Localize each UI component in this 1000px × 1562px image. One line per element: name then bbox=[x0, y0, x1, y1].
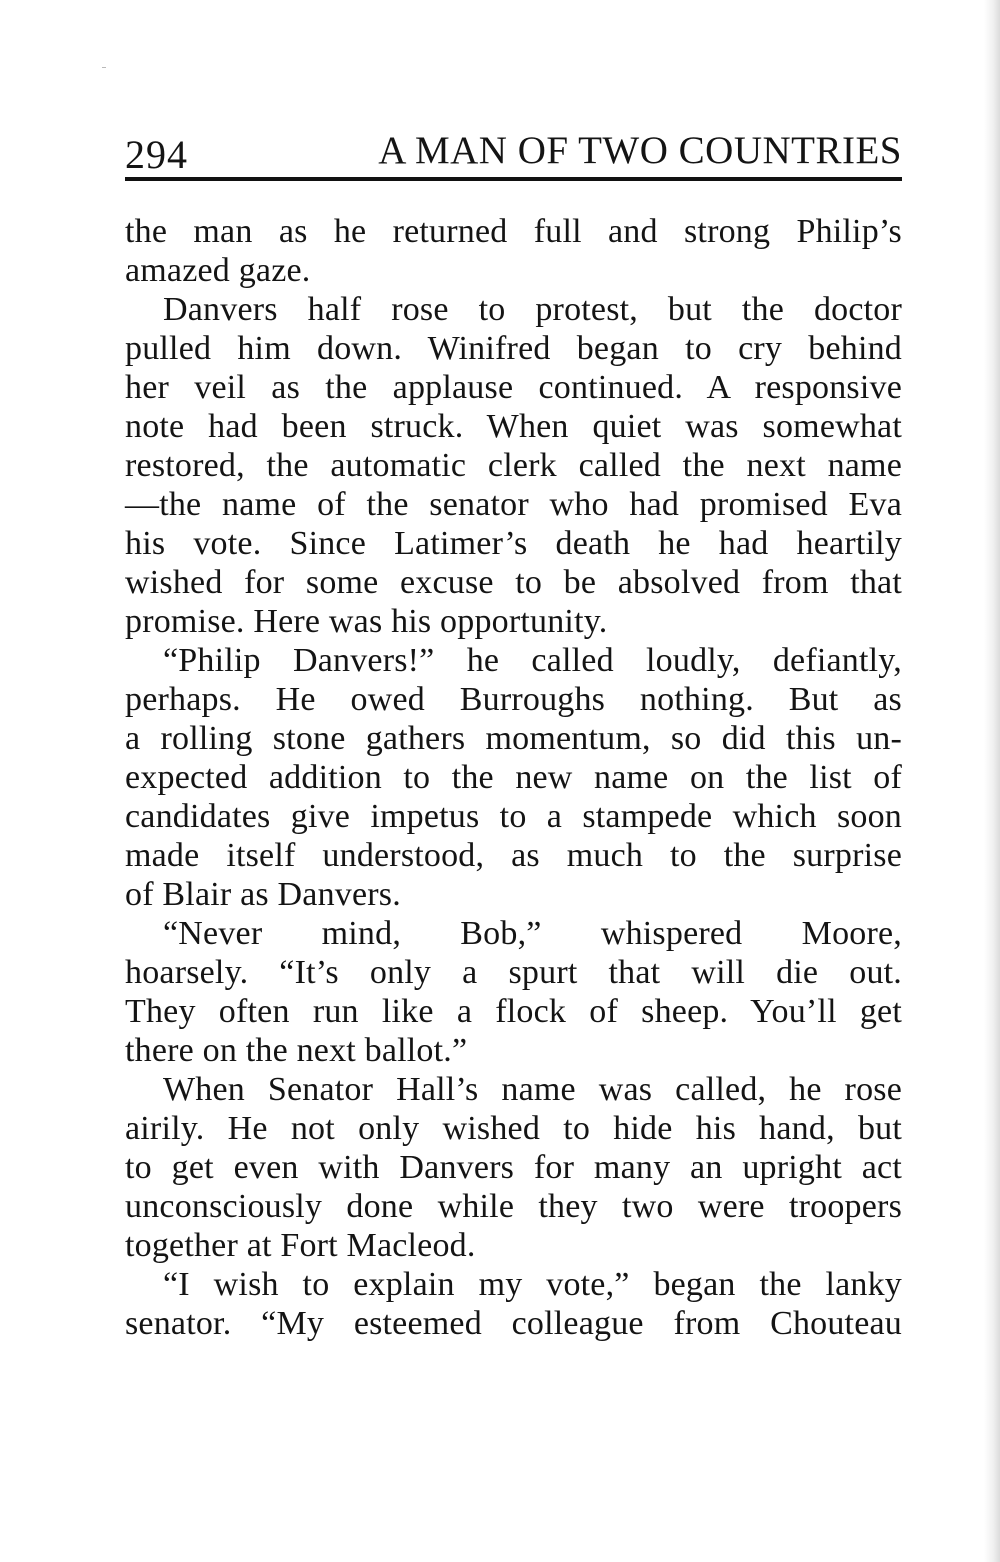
text-line: note had been struck. When quiet was somewhat bbox=[125, 408, 902, 445]
text-line: promise. Here was his opportunity. bbox=[125, 603, 608, 640]
text-line: senator. “My esteemed colleague from Chouteau bbox=[125, 1305, 902, 1342]
text-line: his vote. Since Latimer’s death he had heartily bbox=[125, 525, 902, 562]
text-line: wished for some excuse to be absolved from that bbox=[125, 564, 902, 601]
body-text bbox=[125, 212, 902, 1372]
text-line: “Philip Danvers!” he called loudly, defiantly, bbox=[163, 642, 902, 679]
text-line: a rolling stone gathers momentum, so did this un- bbox=[125, 720, 902, 757]
page-edge-shadow bbox=[984, 0, 1000, 1562]
text-line: Danvers half rose to protest, but the doctor bbox=[163, 291, 902, 328]
text-line: amazed gaze. bbox=[125, 252, 311, 289]
page-number: 294 bbox=[125, 132, 188, 177]
text-line: candidates give impetus to a stampede which soon bbox=[125, 798, 902, 835]
print-speck bbox=[102, 67, 106, 68]
text-line: the man as he returned full and strong Philip’s bbox=[125, 213, 902, 250]
text-line: there on the next ballot.” bbox=[125, 1032, 468, 1069]
text-line: restored, the automatic clerk called the next name bbox=[125, 447, 902, 484]
header-rule bbox=[125, 177, 902, 181]
book-title: A MAN OF TWO COUNTRIES bbox=[378, 129, 902, 172]
text-line: to get even with Danvers for many an upright act bbox=[125, 1149, 902, 1186]
text-line: her veil as the applause continued. A responsive bbox=[125, 369, 902, 406]
text-line: When Senator Hall’s name was called, he rose bbox=[163, 1071, 902, 1108]
text-line: hoarsely. “It’s only a spurt that will die out. bbox=[125, 954, 902, 991]
text-line: made itself understood, as much to the surprise bbox=[125, 837, 902, 874]
text-line: pulled him down. Winifred began to cry behind bbox=[125, 330, 902, 367]
text-line: airily. He not only wished to hide his hand, but bbox=[125, 1110, 902, 1147]
text-line: —the name of the senator who had promised Eva bbox=[125, 486, 902, 523]
running-head bbox=[125, 128, 902, 177]
text-line: unconsciously done while they two were troopers bbox=[125, 1188, 902, 1225]
text-line: of Blair as Danvers. bbox=[125, 876, 401, 913]
text-line: They often run like a flock of sheep. You’ll get bbox=[125, 993, 902, 1030]
text-line: “Never mind, Bob,” whispered Moore, bbox=[163, 915, 902, 952]
text-line: perhaps. He owed Burroughs nothing. But as bbox=[125, 681, 902, 718]
text-line: together at Fort Macleod. bbox=[125, 1227, 476, 1264]
text-line: expected addition to the new name on the list of bbox=[125, 759, 902, 796]
text-line: “I wish to explain my vote,” began the lanky bbox=[163, 1266, 902, 1303]
